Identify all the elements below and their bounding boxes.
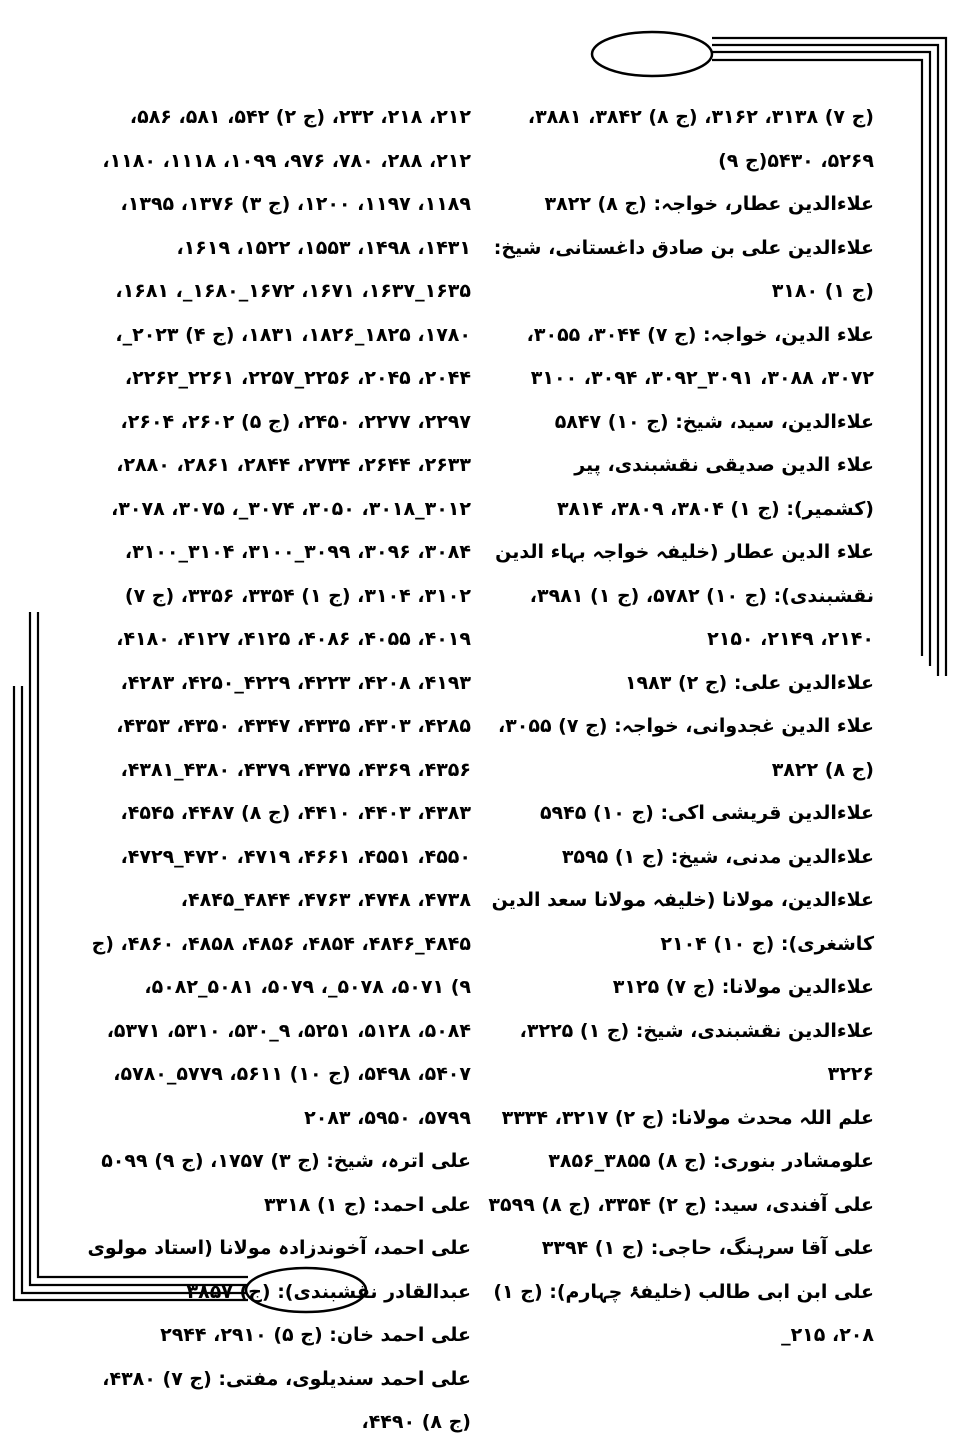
index-entry: علی احمد خان: (ج ۵) ۲۹۱۰، ۲۹۴۴ xyxy=(160,1324,471,1346)
index-entry: علومشادر بنوری: (ج ۸) ۳۸۵۵_۳۸۵۶ xyxy=(548,1150,874,1172)
index-entry: علی احمد سندیلوی، مفتی: (ج ۷) ۴۳۸۰، (ج ۸) ۴۴۹۰، xyxy=(102,1367,471,1433)
index-entry: علاءالدین قریشی اکی: (ج ۱۰) ۵۹۴۵ xyxy=(539,802,874,824)
index-entry: علاءالدین علی: (ج ۲) ۱۹۸۳ xyxy=(624,671,874,694)
index-entry: علاءالدین، سید، شیخ: (ج ۱۰) ۵۸۴۷ xyxy=(554,410,874,433)
index-entry: علی آفندی، سید: (ج ۲) ۳۳۵۴، (ج ۸) ۳۵۹۹ xyxy=(488,1193,874,1216)
index-entry: علی ابن ابی طالب (خلیفۂ چہارم): (ج ۱) ۲۰۸، ۲۱۵_ xyxy=(493,1280,874,1346)
index-entry: (ج ۷) ۳۱۳۸، ۳۱۶۲، (ج ۸) ۳۸۴۲، ۳۸۸۱، ۵۲۶۹، ۵۴۳۰(ج ۹) xyxy=(527,106,874,172)
index-entry: علی احمد: (ج ۱) ۳۳۱۸ xyxy=(263,1193,471,1216)
index-entry: ۲۱۲، ۲۱۸، ۲۳۲، (ج ۲) ۵۴۲، ۵۸۱، ۵۸۶، ۲۱۲، ۲۸۸، ۷۸۰، ۹۷۶، ۱۰۹۹، ۱۱۱۸، ۱۱۸۰، ۱۱۸۹، ۱۱۹۷، ۱۲۰۰، (ج ۳) ۱۳۷۶، ۱۳۹۵، ۱۴۳۱، ۱۴۹۸، ۱۵۵۳، ۱۵۲۲، ۱۶۱۹، ۱۶۳۵_۱۶۳۷، ۱۶۷۱، ۱۶۷۲_۱۶۸۰_، ۱۶۸۱، ۱۷۸۰، ۱۸۲۵_۱۸۲۶، ۱۸۳۱، (ج ۴) ۲۰۲۳_، ۲۰۴۴، ۲۰۴۵، ۲۲۵۶_۲۲۵۷، ۲۲۶۱_۲۲۶۲، ۲۲۹۷، ۲۲۷۷، ۲۴۵۰، (ج ۵) ۲۶۰۲، ۲۶۰۴، ۲۶۳۳، ۲۶۴۴، ۲۷۳۴، ۲۸۴۴، ۲۸۶۱، ۲۸۸۰، ۳۰۱۲_۳۰۱۸، ۳۰۵۰، ۳۰۷۴_، ۳۰۷۵، ۳۰۷۸، ۳۰۸۴، ۳۰۹۶، ۳۰۹۹_۳۱۰۰، ۳۱۰۴_۳۱۰۰، ۳۱۰۲، ۳۱۰۴، (ج ۱) ۳۳۵۴، ۳۳۵۶، (ج ۷) ۴۰۱۹، ۴۰۵۵، ۴۰۸۶، ۴۱۲۵، ۴۱۲۷، ۴۱۸۰، ۴۱۹۳، ۴۲۰۸، ۴۲۲۳، ۴۲۲۹_۴۲۵۰، ۴۲۸۳، ۴۲۸۵، ۴۳۰۳، ۴۳۳۵، ۴۳۴۷، ۴۳۵۰، ۴۳۵۳، ۴۳۵۶، ۴۳۶۹، ۴۳۷۵، ۴۳۷۹، ۴۳۸۰_۴۳۸۱، ۴۳۸۳، ۴۴۰۳، ۴۴۱۰، (ج ۸) ۴۴۸۷، ۴۵۴۵، ۴۵۵۰، ۴۵۵۱، ۴۶۶۱، ۴۷۱۹، ۴۷۲۰_۴۷۲۹، ۴۷۳۸، ۴۷۴۸، ۴۷۶۳، ۴۸۴۴_۴۸۴۵، ۴۸۴۵_۴۸۴۶، ۴۸۵۴، ۴۸۵۶، ۴۸۵۸، ۴۸۶۰، (ج ۹) ۵۰۷۱، ۵۰۷۸_، ۵۰۷۹، ۵۰۸۱_۵۰۸۲، ۵۰۸۴، ۵۱۲۸، ۵۲۵۱، ۹_۵۳۰، ۵۳۱۰، ۵۳۷۱، ۵۴۰۷، ۵۴۹۸، (ج ۱۰) ۵۶۱۱، ۵۷۷۹_۵۷۸۰، ۵۷۹۹، ۵۹۵۰، ۲۰۸۳ xyxy=(91,106,471,1129)
index-entry: علاء الدین غجدوانی، خواجہ: (ج ۷) ۳۰۵۵، (ج ۸) ۳۸۲۲ xyxy=(497,715,874,781)
index-entry: علی آقا سرہنگ، حاجی: (ج ۱) ۳۳۹۴ xyxy=(541,1237,874,1259)
top-ornament-oval xyxy=(592,32,712,76)
index-entry: علاء الدین عطار (خلیفہ خواجہ بہاء الدین نقشبندی): (ج ۱۰) ۵۷۸۲، (ج ۱) ۳۹۸۱، ۲۱۴۰، ۲۱۴۹، ۲۱۵۰ xyxy=(495,541,874,650)
index-entry: علاءالدین مدنی، شیخ: (ج ۱) ۳۵۹۵ xyxy=(561,845,874,868)
index-column-right xyxy=(488,96,874,1358)
index-entry: علی احمد، آخوندزادہ مولانا (استاد مولوی عبدالقادر نقشبندی): (ج) ۳۸۵۷ xyxy=(87,1237,471,1303)
index-column-left xyxy=(85,96,471,1445)
index-entry: علاء الدین صدیقی نقشبندی، پیر (کشمیر): (ج ۱) ۳۸۰۴، ۳۸۰۹، ۳۸۱۴ xyxy=(556,454,874,520)
index-entry: علاءالدین علی بن صادق داغستانی، شیخ: (ج ۱) ۳۱۸۰ xyxy=(493,236,874,302)
index-entry: علاءالدین، مولانا (خلیفہ مولانا سعد الدین کاشغری): (ج ۱۰) ۲۱۰۴ xyxy=(491,889,874,955)
index-entry: علم اللہ محدث مولانا: (ج ۲) ۳۲۱۷، ۳۳۳۴ xyxy=(501,1106,874,1129)
index-entry: علاء الدین، خواجہ: (ج ۷) ۳۰۴۴، ۳۰۵۵، ۳۰۷۲، ۳۰۸۸، ۳۰۹۱_۳۰۹۲، ۳۰۹۴، ۳۱۰۰ xyxy=(526,323,874,389)
index-entry: علاءالدین مولانا: (ج ۷) ۳۱۲۵ xyxy=(612,976,874,998)
index-entry: علاءالدین نقشبندی، شیخ: (ج ۱) ۳۲۲۵، ۳۲۲۶ xyxy=(519,1019,874,1085)
index-entry: علاءالدین عطار، خواجہ: (ج ۸) ۳۸۲۲ xyxy=(544,193,874,215)
index-entry: علی اترہ، شیخ: (ج ۳) ۱۷۵۷، (ج ۹) ۵۰۹۹ xyxy=(101,1150,471,1172)
